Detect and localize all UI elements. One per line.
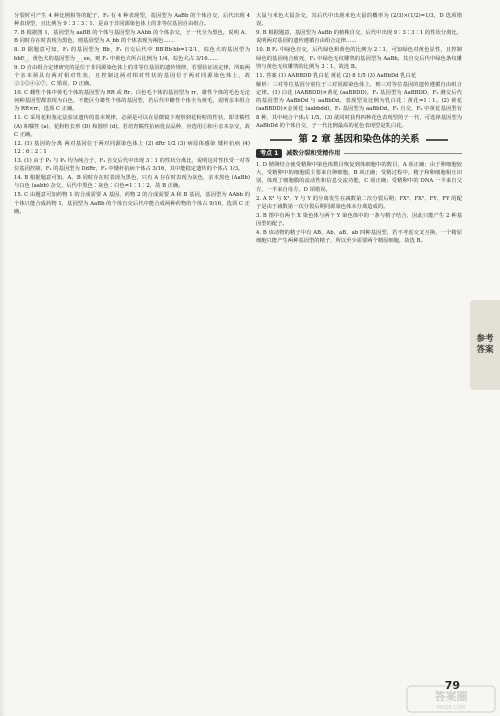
answer-paragraph: 12. (1) 基因的分离 两对基因位于两对同源染色体上 (2) dRr 1/2 (3) 病原体感染 矮秆抗病 (4) 12∶6∶2∶1 bbox=[14, 140, 250, 156]
section-tag: 考点 1 bbox=[256, 149, 282, 158]
answer-paragraph: 10. C 雌性个体中黄毛个体的基因型为 RR 或 Rr，白色毛个体的基因型为 rr，雄性个体的毛色无论何种基因型都表现为白色，不能区分雄性个体的基因型，若后代中雌性个体全为黄毛，说明亲本组合为 RR×rr，选项 C 正确。 bbox=[14, 90, 250, 113]
section-banner bbox=[256, 149, 462, 158]
answer-paragraph: 14. B 根据题意可知，A、B 同时存在时表现为黑色，只有 A 存在时表现为灰色，亲本黑色 (AaBb) 与白色 (aabb) 杂交，后代中黑色∶灰色∶白色=1∶1∶2，故 B 正确。 bbox=[14, 175, 250, 190]
page-number: 79 bbox=[444, 679, 460, 692]
watermark-subtext: MXQE.COM bbox=[436, 705, 466, 711]
answer-paragraph: 4. B 该动物的精子中有 AB、Ab、aB、ab 四种基因型，若不考虑交叉互换，一个精原细胞只能产生两种基因型的精子，所以至少需要两个精原细胞，故选 B。 bbox=[256, 230, 462, 245]
answer-paragraph: 3. B 图中有两个 X 染色体与两个 Y 染色体中的一条与精子结合，因此只能产生 2 种基因型的配子。 bbox=[256, 212, 462, 228]
side-tab-label-bottom: 答案 bbox=[476, 345, 494, 355]
watermark-text: 答案圈 bbox=[434, 690, 468, 703]
answer-paragraph: 11. 答案 (1) AABBDD 乳白花 黄花 (2) 8 1/5 (3) AaBbDd 乳白花 bbox=[256, 72, 417, 79]
page-fold-shadow bbox=[0, 0, 6, 716]
section-title: 减数分裂和受精作用 bbox=[286, 150, 341, 158]
answer-paragraph: 13. (1) 由于 P₁ 与 P₂ 均为纯合子，F₁ 自交后代中出现 3∶1 的性状分离比，说明这对性状受一对等位基因控制，F₁ 的基因型为 DdRr，F₂ 中矮秆抗病个体占 3/16，其中能稳定遗传的个体占 1/3。 bbox=[14, 158, 250, 173]
answer-paragraph: 1. D 精卵结合使受精卵中染色体数目恢复到体细胞中的数目，A 项正确；由于卵细胞较大，受精卵中的细胞质主要来自卵细胞，B 项正确；受精过程中，精子和卵细胞相互识别，体现了细胞膜的流动性和信息交流功能，C 项正确；受精卵中的 DNA 一半来自父方，一半来自母方，D 项错误。 bbox=[256, 162, 462, 193]
section-divider bbox=[344, 153, 462, 154]
answer-side-tab bbox=[470, 300, 500, 390]
watermark-logo bbox=[406, 684, 496, 714]
answer-paragraph: 解析：三对等位基因分别位于三对同源染色体上，则三对等位基因的遗传遵循自由组合定律。(1) 白花 (AABBDD)×黄花 (aaBBDD)，F₁ 基因型为 AaBBDD，F₁ 测交后代的基因型为 AaBbDd 与 aaBbDd，表现型及比例为乳白花∶黄花=1∶1。(2) 黄花 (aaBBDD)×金黄花 (aabbdd)，F₁ 基因型为 aaBbDd，F₁ 自交，F₂ 中黄花基因型有 8 种，其中纯合个体占 1/5。(3) 欲同时获得四种花色表现型的子一代，可选择基因型为 AaBbDd 的个体自交，子一代比例最高的花色表现型是乳白花。 bbox=[256, 81, 462, 129]
answer-paragraph: 9. B 根据题意，基因型为 AaBb 的植株自交，后代中出现 9∶3∶3∶1 的性状分离比，说明两对基因的遗传遵循自由组合定律…… bbox=[256, 30, 462, 45]
answer-paragraph: 大鼠与米色大鼠杂交，其后代中出现米色大鼠的概率为 (2/3)×(1/2)=1/3，D 选项错误。 bbox=[256, 13, 462, 28]
answer-paragraph: 9. D 自由组合定律研究的是位于非同源染色体上的非等位基因的遗传规律，若要验证该定律，所取两个亲本须具有两对相对性状，且控制这两对相对性状的基因位于两对同源染色体上，故②③⑤④⑥⑦、C 错误，D 正确。 bbox=[14, 64, 250, 88]
side-tab-label-top: 参考 bbox=[476, 334, 494, 344]
answer-paragraph: 15. C 由题意可知药物 1 的合成需要 A 基因，药物 2 的合成需要 A 和 B 基因，基因型为 AAbb 的个体只能合成药物 1，基因型为 AaBb 的个体自交后代中能合成两种药物的个体占 9/16，选项 C 正确。 bbox=[14, 192, 250, 215]
chapter-title: 第 2 章 基因和染色体的关系 bbox=[298, 134, 420, 146]
answer-paragraph: 10. B F₁ 中绿色自交，后代绿色和黄色的比例为 2∶1，可知绿色对黄色显性，且控制绿色的基因纯合致死，F₁ 中绿色无纹雕鸮的基因型为 AaBb，其自交后代中绿色条纹雕鸮与黄色无纹雕鸮的比例为 3∶1，故选 B。 bbox=[256, 47, 462, 70]
answer-paragraph: 7. B 根据图 1，基因型为 aaBB 的个体与基因型为 AAbb 的个体杂交，子一代全为黑色，说明 A、B 同时存在时表现为黑色，则基因型为 A_bb 的个体表现为褐色…… bbox=[14, 30, 250, 45]
answer-paragraph: 8. D 据题意可知，F₁ 的基因型为 Bb，F₁ 自交后代中 BB∶Bb∶bb=1∶2∶1，棕色犬的基因型为 bbE_，黄色犬的基因型为 _ _ee，则 F₂ 中黄色犬所占比例为 1/4，棕色犬占 3/16…… bbox=[14, 47, 250, 62]
left-column bbox=[14, 12, 250, 698]
answer-paragraph: 分裂时可产生 4 种比例相等的配子，F₂ 有 4 种表现型，基因型为 AaBb 的个体自交，后代出现 4 种表现型，且比例为 9∶3∶3∶1，是由于非同源染色体上的非等位基因自由组合。 bbox=[14, 13, 250, 28]
chapter-decoration-left bbox=[270, 139, 292, 141]
right-column bbox=[256, 12, 462, 698]
chapter-heading bbox=[256, 134, 462, 146]
chapter-decoration-right bbox=[426, 139, 448, 141]
answer-paragraph: 2. A X³ 与 X³、Y 与 Y 的分离发生在减数第二次分裂后期；FX³、FX³、FY、FY 的配子是由于减数第一次分裂后期同源染色体未分离造成的。 bbox=[256, 195, 462, 210]
answer-paragraph: 11. C 采用花粉鉴定法验证遗传的基本规律，必须是可以在显微镜下观察到花粉粒的性状，即非糯性 (A) 和糯性 (a)、花粉粒长形 (D) 和圆形 (d)。若培育糯性抗病优良品种，应选用①和④亲本杂交，故 C 正确。 bbox=[14, 115, 250, 138]
